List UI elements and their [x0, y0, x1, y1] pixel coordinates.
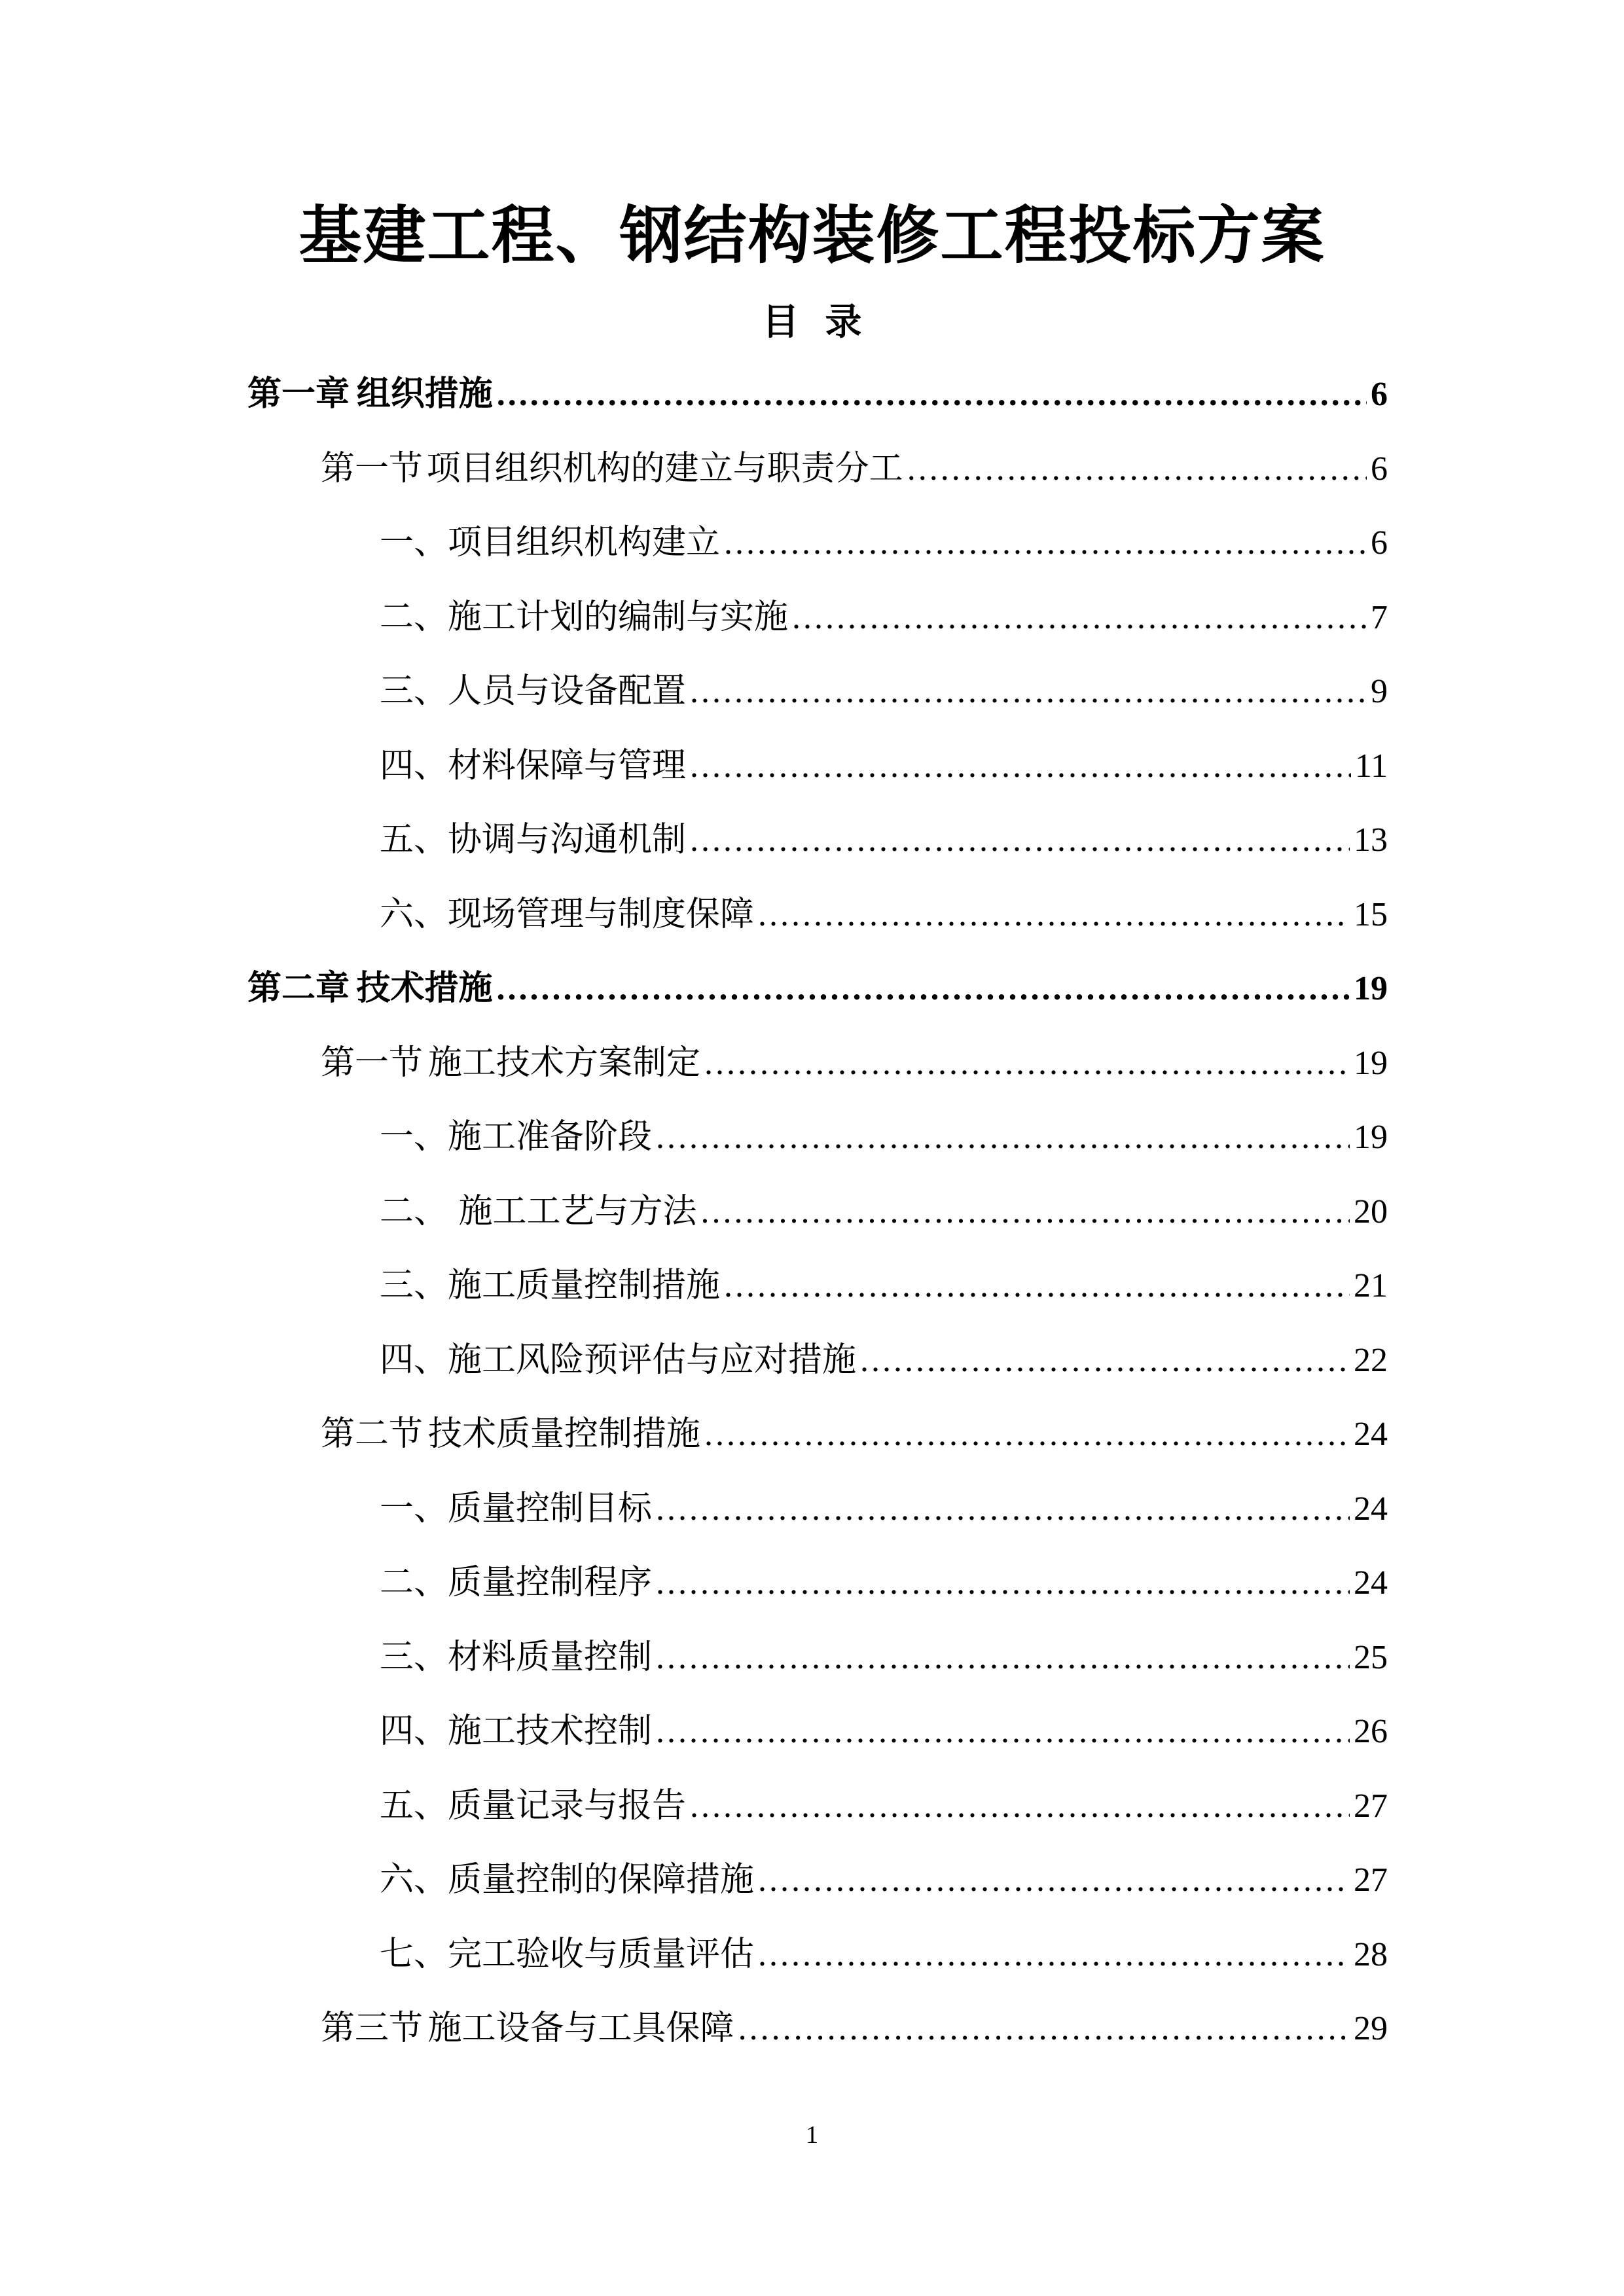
- toc-entry-number: 第三节: [321, 2009, 424, 2048]
- toc-entry-page: 11: [1354, 747, 1388, 785]
- toc-entry-section[interactable]: [321, 1408, 1388, 1460]
- toc-entry-title: 施工技术控制: [448, 1712, 653, 1751]
- toc-entry-page: 19: [1354, 1119, 1388, 1156]
- toc-entry-number: 三、: [380, 1266, 448, 1305]
- document-title: 基建工程、钢结构装修工程投标方案: [298, 198, 1326, 272]
- toc-entry-page: 19: [1354, 1044, 1388, 1082]
- toc-entry-title: 质量控制目标: [448, 1488, 653, 1528]
- toc-dot-leader: [792, 592, 1367, 644]
- toc-entry-section[interactable]: [321, 2002, 1388, 2054]
- toc-entry-chapter[interactable]: [247, 368, 1388, 420]
- toc-entry-number: 六、: [380, 894, 448, 934]
- toc-entry-item[interactable]: [380, 1705, 1388, 1757]
- toc-dot-leader: [656, 1557, 1350, 1609]
- toc-entry-item[interactable]: [380, 740, 1388, 792]
- toc-dot-leader: [738, 2003, 1350, 2055]
- toc-entry-page: 19: [1354, 970, 1388, 1007]
- toc-entry-number: 第二章: [247, 968, 350, 1008]
- toc-entry-number: 第二节: [321, 1414, 424, 1454]
- toc-entry-item[interactable]: [380, 591, 1388, 643]
- toc-dot-leader: [690, 1780, 1350, 1833]
- toc-entry-page: 20: [1354, 1193, 1388, 1230]
- toc-entry-number: 五、: [380, 1785, 448, 1825]
- toc-entry-page: 24: [1354, 1490, 1388, 1528]
- toc-entry-item[interactable]: [380, 888, 1388, 941]
- toc-dot-leader: [497, 368, 1367, 421]
- toc-heading-char: 录: [825, 300, 862, 344]
- toc-entry-page: 24: [1354, 1564, 1388, 1602]
- toc-entry-number: 七、: [380, 1934, 448, 1974]
- toc-entry-number: 第一节: [321, 1043, 424, 1083]
- toc-entry-page: 25: [1354, 1638, 1388, 1676]
- toc-entry-page: 27: [1354, 1861, 1388, 1899]
- toc-entry-item[interactable]: [380, 1334, 1388, 1386]
- toc-heading: [0, 296, 1624, 348]
- toc-entry-page: 24: [1354, 1416, 1388, 1453]
- toc-entry-title: 质量控制程序: [448, 1563, 653, 1602]
- toc-entry-page: 21: [1354, 1267, 1388, 1304]
- toc-entry-title: 项目组织机构建立: [448, 523, 721, 562]
- toc-entry-title: 人员与设备配置: [448, 672, 687, 711]
- toc-dot-leader: [701, 1186, 1350, 1238]
- toc-entry-number: 六、: [380, 1860, 448, 1899]
- toc-entry-title: 协调与沟通机制: [448, 820, 687, 859]
- toc-dot-leader: [690, 740, 1351, 793]
- toc-entry-number: 二、: [380, 1563, 448, 1602]
- toc-entry-number: 二、: [380, 597, 448, 637]
- toc-entry-title: 质量记录与报告: [448, 1785, 687, 1825]
- toc-entry-title: 完工验收与质量评估: [448, 1934, 755, 1974]
- toc-entry-title: 技术质量控制措施: [427, 1414, 700, 1454]
- toc-entry-number: 一、: [380, 1117, 448, 1157]
- toc-entry-item[interactable]: [380, 516, 1388, 569]
- toc-dot-leader: [656, 1706, 1350, 1758]
- toc-dot-leader: [907, 443, 1367, 495]
- toc-entry-title: 施工工艺与方法: [448, 1191, 697, 1231]
- toc-entry-number: 五、: [380, 820, 448, 859]
- toc-entry-page: 27: [1354, 1787, 1388, 1825]
- toc-entry-item[interactable]: [380, 1780, 1388, 1832]
- toc-dot-leader: [690, 666, 1367, 718]
- toc-entry-number: 三、: [380, 1637, 448, 1677]
- toc-dot-leader: [704, 1408, 1350, 1461]
- toc-dot-leader: [724, 1260, 1350, 1312]
- toc-entry-item[interactable]: [380, 1259, 1388, 1312]
- toc-dot-leader: [690, 814, 1350, 867]
- toc-entry-number: 一、: [380, 523, 448, 562]
- toc-entry-title: 项目组织机构的建立与职责分工: [426, 448, 903, 488]
- toc-entry-number: 一、: [380, 1488, 448, 1528]
- toc-entry-number: 二、: [380, 1191, 448, 1231]
- toc-entry-item[interactable]: [380, 1631, 1388, 1683]
- toc-entry-item[interactable]: [380, 814, 1388, 866]
- toc-entry-page: 7: [1371, 598, 1388, 636]
- toc-dot-leader: [758, 1929, 1350, 1981]
- toc-dot-leader: [758, 1854, 1350, 1907]
- toc-entry-page: 6: [1371, 450, 1388, 488]
- toc-entry-number: 四、: [380, 745, 448, 785]
- toc-entry-item[interactable]: [380, 1556, 1388, 1609]
- toc-entry-item[interactable]: [380, 1482, 1388, 1535]
- page-number: 1: [806, 2121, 818, 2149]
- toc-dot-leader: [704, 1037, 1350, 1090]
- toc-entry-number: 四、: [380, 1340, 448, 1380]
- toc-entry-title: 技术措施: [356, 968, 493, 1008]
- toc-entry-item[interactable]: [380, 1854, 1388, 1906]
- toc-dot-leader: [497, 963, 1350, 1015]
- toc-entry-section[interactable]: [321, 442, 1388, 495]
- toc-entry-item[interactable]: [380, 1928, 1388, 1981]
- toc-entry-title: 现场管理与制度保障: [448, 894, 755, 934]
- toc-dot-leader: [758, 889, 1350, 941]
- toc-entry-chapter[interactable]: [247, 962, 1388, 1014]
- toc-entry-title: 施工准备阶段: [448, 1117, 653, 1157]
- toc-entry-title: 施工风险预评估与应对措施: [448, 1340, 857, 1380]
- toc-entry-page: 29: [1354, 2010, 1388, 2047]
- toc-entry-number: 三、: [380, 672, 448, 711]
- toc-entry-page: 26: [1354, 1713, 1388, 1750]
- toc-entry-page: 6: [1371, 524, 1388, 562]
- toc-entry-number: 第一章: [247, 374, 350, 414]
- toc-dot-leader: [724, 517, 1367, 569]
- toc-entry-item[interactable]: [380, 1111, 1388, 1163]
- toc-entry-number: 四、: [380, 1712, 448, 1751]
- toc-entry-item[interactable]: [380, 665, 1388, 717]
- toc-entry-item[interactable]: [380, 1185, 1388, 1238]
- toc-entry-number: 第一节: [321, 448, 424, 488]
- toc-entry-title: 质量控制的保障措施: [448, 1860, 755, 1899]
- toc-entry-title: 施工技术方案制定: [427, 1043, 700, 1083]
- toc-entry-title: 材料质量控制: [448, 1637, 653, 1677]
- toc-entry-title: 施工质量控制措施: [448, 1266, 721, 1305]
- toc-entry-page: 9: [1371, 673, 1388, 710]
- toc-entry-page: 15: [1354, 895, 1388, 933]
- toc-entry-page: 28: [1354, 1935, 1388, 1973]
- toc-dot-leader: [656, 1632, 1350, 1684]
- toc-entry-page: 6: [1371, 376, 1388, 413]
- toc-dot-leader: [656, 1111, 1350, 1164]
- toc-dot-leader: [656, 1483, 1350, 1535]
- toc-entry-title: 材料保障与管理: [448, 745, 687, 785]
- toc-heading-char: 目: [762, 300, 799, 344]
- toc-entry-page: 13: [1354, 821, 1388, 859]
- toc-entry-title: 组织措施: [356, 374, 493, 414]
- toc-entry-page: 22: [1354, 1341, 1388, 1379]
- toc-dot-leader: [860, 1335, 1350, 1387]
- toc-entry-section[interactable]: [321, 1037, 1388, 1089]
- toc-entry-title: 施工设备与工具保障: [427, 2009, 734, 2048]
- toc-entry-title: 施工计划的编制与实施: [448, 597, 789, 637]
